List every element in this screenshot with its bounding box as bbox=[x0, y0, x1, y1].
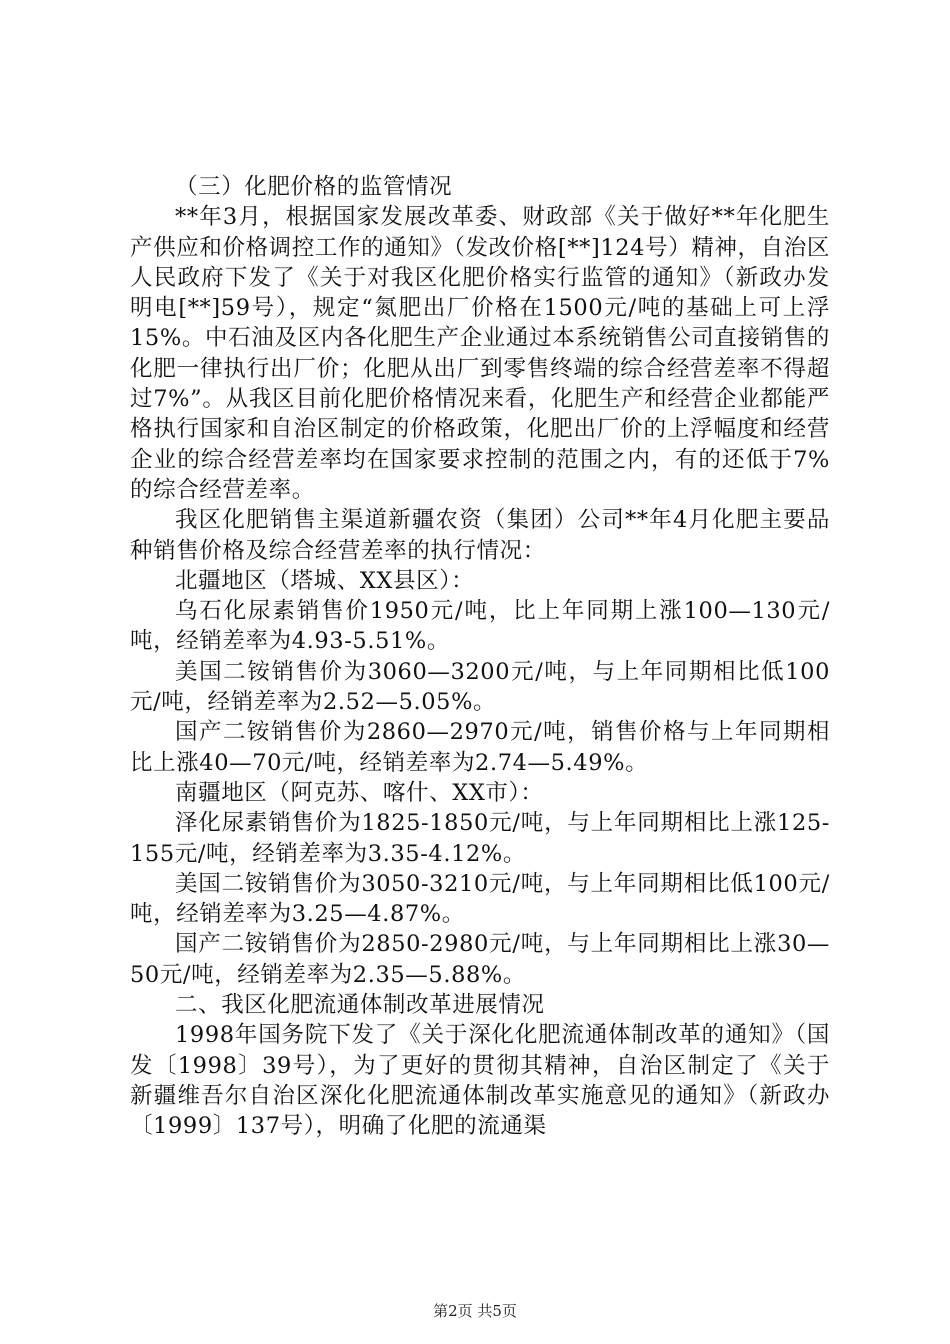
paragraph: **年3月，根据国家发展改革委、财政部《关于做好**年化肥生产供应和价格调控工作的通知》（发改价格[**]124号）精神，自治区人民政府下发了《关于对我区化肥价格实行监管的通知》（新政办发明电[**]59号），规定“氮肥出厂价格在1500元/吨的基础上可上浮15%。中石油及区内各化肥生产企业通过本系统销售公司直接销售的化肥一律执行出厂价；化肥从出厂到零售终端的综合经营差率不得超过7%”。从我区目前化肥价格情况来看，化肥生产和经营企业都能严格执行国家和自治区制定的价格政策，化肥出厂价的上浮幅度和经营企业的综合经营差率均在国家要求控制的范围之内，有的还低于7%的综合经营差率。 bbox=[130, 204, 830, 503]
paragraph: 美国二铵销售价为3050-3210元/吨，与上年同期相比低100元/吨，经销差率为3.25—4.87%。 bbox=[130, 870, 830, 928]
paragraph: 美国二铵销售价为3060—3200元/吨，与上年同期相比低100元/吨，经销差率为2.52—5.05%。 bbox=[130, 658, 830, 716]
paragraph: 乌石化尿素销售价1950元/吨，比上年同期上涨100—130元/吨，经销差率为4.93-5.51%。 bbox=[130, 598, 830, 655]
paragraph: 我区化肥销售主渠道新疆农资（集团）公司**年4月化肥主要品种销售价格及综合经营差率的执行情况： bbox=[130, 507, 830, 564]
page-number-footer: 第2页 共5页 bbox=[433, 1302, 517, 1320]
region-heading: 南疆地区（阿克苏、喀什、XX市）： bbox=[175, 779, 544, 806]
paragraph: 国产二铵销售价为2850-2980元/吨，与上年同期相比上涨30—50元/吨，经销差率为2.35—5.88%。 bbox=[130, 931, 830, 988]
section-heading: （三）化肥价格的监管情况 bbox=[175, 174, 453, 200]
region-heading: 北疆地区（塔城、XX县区）： bbox=[175, 567, 475, 594]
paragraph: 国产二铵销售价为2860—2970元/吨，销售价格与上年同期相比上涨40—70元/吨，经销差率为2.74—5.49%。 bbox=[130, 719, 830, 776]
section-heading: 二、我区化肥流通体制改革进展情况 bbox=[175, 992, 545, 1019]
document-body bbox=[130, 172, 830, 1142]
paragraph: 泽化尿素销售价为1825-1850元/吨，与上年同期相比上涨125-155元/吨，经销差率为3.35-4.12%。 bbox=[130, 810, 830, 867]
paragraph: 1998年国务院下发了《关于深化化肥流通体制改革的通知》（国发〔1998〕39号），为了更好的贯彻其精神，自治区制定了《关于新疆维吾尔自治区深化化肥流通体制改革实施意见的通知》（新政办〔1999〕137号），明确了化肥的流通渠 bbox=[130, 1022, 830, 1140]
